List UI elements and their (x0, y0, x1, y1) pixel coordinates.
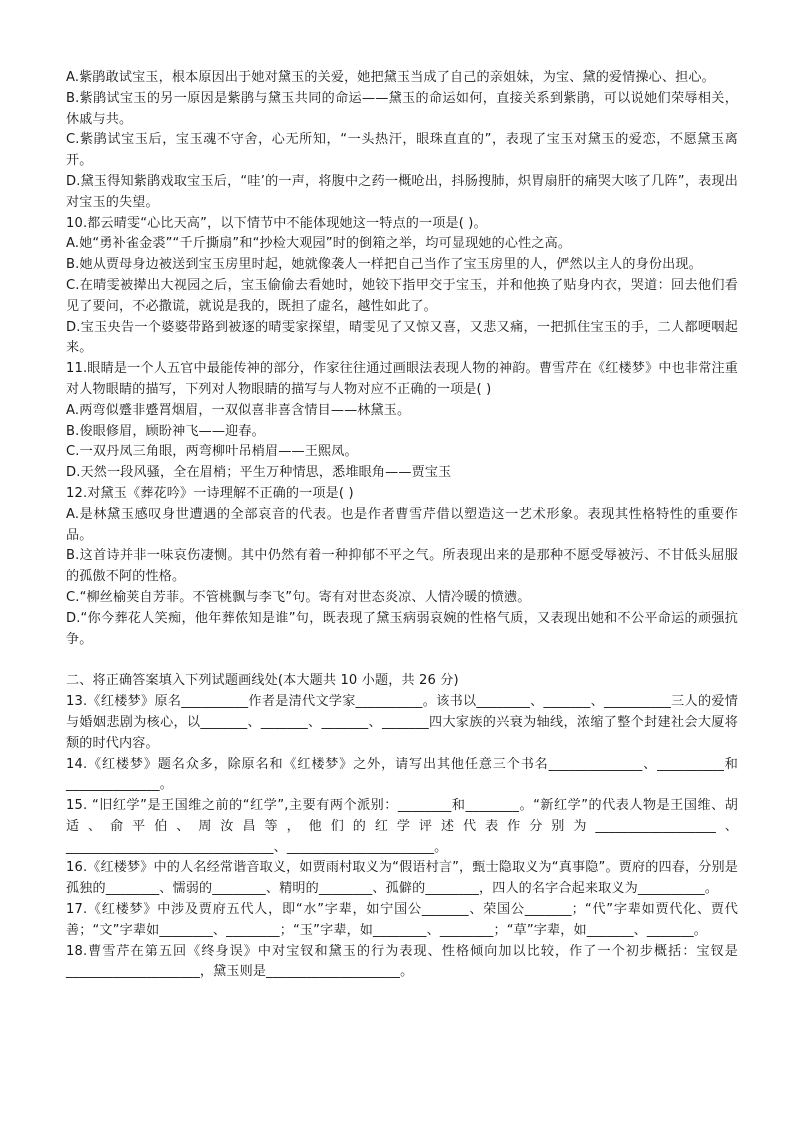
question-17: 17.《红楼梦》中涉及贾府五代人，即“水”字辈，如宁国公_______、荣国公_______；“代”字辈如贾代化、贾代善；“文”字辈如________、________；“玉”字辈，如________、________；“草”字辈，如_______、_______。 (66, 902, 738, 938)
section-2-heading: 二、将正确答案填入下列试题画线处(本大题共 10 小题，共 26 分) (66, 673, 459, 689)
question-10-stem: 10.都云晴雯“心比天高”，以下情节中不能体现她这一特点的一项是( )。 (66, 215, 487, 231)
question-9-option-d: D.黛玉得知紫鹃戏取宝玉后，“哇’的一声，将腹中之药一概呛出，抖肠搜肺，炽胃扇肝的痛哭大咳了几阵”，表现出对宝玉的失望。 (66, 173, 738, 210)
question-9-option-a: A.紫鹃敢试宝玉，根本原因出于她对黛玉的关爱，她把黛玉当成了自己的亲姐妹，为宝、黛的爱情操心、担心。 (66, 70, 715, 85)
question-9-option-c: C.紫鹃试宝玉后，宝玉魂不守舍，心无所知，“一头热汗，眼珠直直的”，表现了宝玉对黛玉的爱恋，不愿黛玉离开。 (66, 132, 738, 169)
question-18: 18.曹雪芹在第五回《终身误》中对宝钗和黛玉的行为表现、性格倾向加以比较，作了一个初步概括：宝钗是____________________，黛玉则是____________________。 (66, 943, 738, 980)
question-11-option-d: D.天然一段风骚，全在眉梢；平生万种情思，悉堆眼角——贾宝玉 (66, 465, 452, 481)
question-11-option-c: C.一双丹凤三角眼，两弯柳叶吊梢眉——王熙凤。 (66, 444, 358, 460)
question-12-option-c: C.“柳丝榆荚自芳菲。不管桃飘与李飞”句。寄有对世态炎凉、人情冷暖的愤懑。 (66, 589, 531, 605)
question-11-option-b: B.俊眼修眉，顾盼神飞——迎春。 (66, 423, 265, 439)
question-12-stem: 12.对黛玉《葬花吟》一诗理解不正确的一项是( ) (66, 485, 354, 501)
document-page (66, 68, 738, 983)
question-16: 16.《红楼梦》中的人名经常谐音取义，如贾雨村取义为“假语村言”，甄士隐取义为“真事隐”。贾府的四春，分别是孤独的________、懦弱的________、精明的________、孤僻的________，四人的名字合起来取义为__________。 (66, 860, 738, 897)
question-13: 13.《红楼梦》原名__________作者是清代文学家__________。该书以________、_______、__________三人的爱情与婚姻悲剧为核心，以_______、_______、_______、_______四大家族的兴衰为轴线，浓缩了整个封建社会大厦将颓的时代内容。 (66, 694, 738, 751)
question-11-option-a: A.两弯似蹙非蹙罥烟眉，一双似喜非喜含情目——林黛玉。 (66, 402, 411, 418)
question-10-option-c: C.在晴雯被撵出大视园之后，宝玉偷偷去看她时，她铰下指甲交于宝玉，并和他换了贴身内衣，哭道：回去他们看见了要问，不必撒谎，就说是我的，既担了虚名，越性如此了。 (66, 277, 738, 314)
question-10-option-b: B.她从贾母身边被送到宝玉房里时起，她就像袭人一样把自己当作了宝玉房里的人，俨然以主人的身份出现。 (66, 257, 702, 273)
question-10-option-a: A.她“勇补雀金裘”“千斤撕扇”和“抄检大观园”时的倒箱之举，均可显现她的心性之高。 (66, 236, 572, 252)
question-9-option-b: B.紫鹃试宝玉的另一原因是紫鹃与黛玉共同的命运——黛玉的命运如何，直接关系到紫鹃，可以说她们荣辱相关，休戚与共。 (66, 90, 738, 127)
question-10-option-d: D.宝玉央告一个婆婆带路到被逐的晴雯家探望，晴雯见了又惊又喜，又悲又痛，一把抓住宝玉的手，二人都哽咽起来。 (66, 319, 738, 356)
question-14: 14.《红楼梦》题名众多，除原名和《红楼梦》之外，请写出其他任意三个书名______________、__________和______________。 (66, 756, 738, 793)
question-11-stem: 11.眼睛是一个人五官中最能传神的部分，作家往往通过画眼法表现人物的神韵。曹雪芹在《红楼梦》中也非常注重对人物眼睛的描写，下列对人物眼睛的描写与人物对应不正确的一项是( ) (66, 361, 738, 397)
question-12-option-d: D.“你今葬花人笑痴，他年葬侬知是谁”句，既表现了黛玉病弱哀婉的性格气质，又表现出她和不公平命运的顽强抗争。 (66, 610, 738, 647)
question-15: 15. “旧红学”是王国维之前的“红学”,主要有两个派别：________和________。“新红学”的代表人物是王国维、胡适、俞平伯、周汝昌等，他们的红学评述代表作分别为__________________、_______________________________、______________________。 (66, 798, 738, 855)
question-12-option-b: B.这首诗并非一味哀伤凄恻。其中仍然有着一种抑郁不平之气。所表现出来的是那种不愿受辱被污、不甘低头屈服的孤傲不阿的性格。 (66, 548, 738, 585)
question-12-option-a: A.是林黛玉感叹身世遭遇的全部哀音的代表。也是作者曹雪芹借以塑造这一艺术形象。表现其性格特性的重要作品。 (66, 506, 738, 543)
